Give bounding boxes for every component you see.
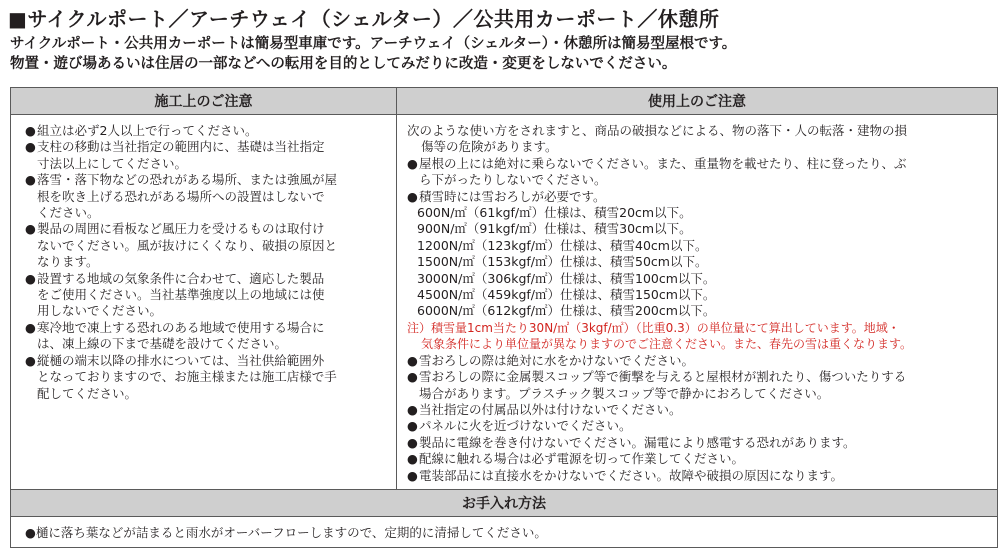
list-item-line: 製品の周囲に看板など風圧力を受けるものは取付け — [37, 221, 325, 237]
list-item-text — [419, 369, 987, 402]
list-item-line: 雪おろしの際は絶対に水をかけないでください。 — [419, 352, 695, 368]
bullet-icon: ● — [407, 188, 418, 204]
intro-line: 物置・遊び場あるいは住居の一部などへの転用を目的としてみだりに改造・変更をしないでください。 — [10, 56, 677, 72]
list-item-text — [37, 221, 386, 270]
list-item-line: 場合があります。プラスチック製スコップ等で静かにおろしてください。 — [419, 385, 830, 401]
list-item-line: 設置する地域の気象条件に合わせて、適応した製品 — [37, 270, 325, 286]
list-item-text — [419, 156, 987, 189]
snow-load-spec: 6000N/㎡（612kgf/㎡）仕様は、積雪200cm以下。 — [417, 303, 716, 319]
bullet-icon: ● — [407, 401, 418, 417]
list-item-text — [419, 353, 987, 369]
note-line: 注）積雪量1cm当たり30N/㎡（3kgf/㎡）（比重0.3）の単位量にて算出しています。地域・ — [407, 320, 900, 335]
list-item-text — [419, 402, 987, 418]
intro-line: サイクルポート・公共用カーポートは簡易型車庫です。アーチウェイ（シェルター）・休憩所は簡易型屋根です。 — [10, 36, 737, 52]
list-item — [407, 156, 987, 189]
care-text: ●樋に落ち葉などが詰まると雨水がオーバーフローしますので、定期的に清掃してください。 — [25, 525, 547, 540]
list-item — [25, 172, 386, 221]
list-item-line: 雪おろしの際に金属製スコップ等で衝撃を与えると屋根材が割れたり、傷ついたりする — [419, 369, 907, 385]
usage-heading: 使用上のご注意 — [397, 88, 997, 114]
list-item-line: 根を吹き上げる恐れがある場所への設置はしないで — [37, 188, 325, 204]
care-heading: お手入れ方法 — [11, 490, 997, 517]
list-item-text — [419, 451, 987, 467]
list-item — [25, 353, 386, 402]
bullet-icon: ● — [407, 369, 418, 385]
list-item-line: 当社指定の付属品以外は付けないでください。 — [419, 401, 682, 417]
usage-list — [397, 115, 997, 489]
list-item-line: 縦樋の端末以降の排水については、当社供給範囲外 — [37, 352, 325, 368]
list-item — [407, 189, 987, 205]
table-header-row — [11, 88, 997, 115]
bullet-icon: ● — [25, 270, 36, 286]
list-item — [407, 369, 987, 402]
page-title: ■サイクルポート／アーチウェイ（シェルター）／公共用カーポート／休憩所 — [8, 7, 720, 31]
caution-table — [10, 87, 998, 548]
snow-load-spec: 1200N/㎡（123kgf/㎡）仕様は、積雪40cm以下。 — [417, 237, 708, 253]
list-item-text — [37, 123, 386, 139]
list-item — [25, 271, 386, 320]
note-line: 気象条件により単位量が異なりますのでご注意ください。また、春先の雪は重くなります。 — [421, 337, 913, 352]
list-item-line: ないでください。風が抜けにくくなり、破損の原因と — [37, 237, 338, 253]
list-item-line: をご使用ください。当社基準強度以上の地域には使 — [37, 287, 325, 303]
list-item-line: 落雪・落下物などの恐れがある場所、または強風が屋 — [37, 172, 338, 188]
list-item-line: 製品に電線を巻き付けないでください。漏電により感電する恐れがあります。 — [419, 434, 856, 450]
list-item — [25, 123, 386, 139]
construction-list — [11, 115, 397, 489]
list-item — [25, 221, 386, 270]
list-item-line: 電装部品には直接水をかけないでください。故障や破損の原因になります。 — [419, 467, 844, 483]
list-item-line: ください。 — [37, 205, 100, 221]
bullet-icon: ● — [407, 155, 418, 171]
list-item — [25, 139, 386, 172]
list-item — [25, 320, 386, 353]
usage-lead-line: 傷等の危険があります。 — [421, 139, 558, 155]
list-item-line: 配線に触れる場合は必ず電源を切って作業してください。 — [419, 451, 745, 467]
usage-lead — [407, 123, 987, 156]
list-item-line: 支柱の移動は当社指定の範囲内に、基礎は当社指定 — [37, 139, 325, 155]
list-item-line: パネルに火を近づけないでください。 — [419, 418, 632, 434]
list-item — [407, 435, 987, 451]
list-item-text — [37, 172, 386, 221]
bullet-icon: ● — [25, 172, 36, 188]
list-item-line: 寸法以上にしてください。 — [37, 155, 188, 171]
snow-load-spec: 600N/㎡（61kgf/㎡）仕様は、積雪20cm以下。 — [417, 205, 692, 221]
bullet-icon: ● — [25, 221, 36, 237]
usage-items-b — [407, 353, 987, 484]
snow-load-spec: 900N/㎡（91kgf/㎡）仕様は、積雪30cm以下。 — [417, 221, 692, 237]
list-item — [407, 468, 987, 484]
bullet-icon: ● — [407, 352, 418, 368]
bullet-icon: ● — [25, 319, 36, 335]
list-item — [407, 353, 987, 369]
list-item-text — [419, 468, 987, 484]
list-item-line: 寒冷地で凍上する恐れのある地域で使用する場合に — [37, 319, 325, 335]
list-item-line: 積雪時には雪おろしが必要です。 — [419, 188, 606, 204]
bullet-icon: ● — [25, 352, 36, 368]
list-item-line: となっておりますので、お施主様または施工店様で手 — [37, 369, 337, 385]
list-item-line: は、凍上線の下まで基礎を設けてください。 — [37, 336, 288, 352]
list-item-line: なります。 — [37, 254, 99, 270]
snow-load-spec: 1500N/㎡（153kgf/㎡）仕様は、積雪50cm以下。 — [417, 254, 708, 270]
list-item-text — [37, 271, 386, 320]
list-item-text — [419, 435, 987, 451]
list-item-line: 配してください。 — [37, 385, 138, 401]
usage-lead-line: 次のような使い方をされますと、商品の破損などによる、物の落下・人の転落・建物の損 — [407, 123, 908, 138]
list-item-text — [37, 139, 386, 172]
table-body-row — [11, 115, 997, 490]
snow-load-spec: 4500N/㎡（459kgf/㎡）仕様は、積雪150cm以下。 — [417, 287, 716, 303]
snow-load-specs — [407, 205, 987, 320]
list-item-line: 用しないでください。 — [37, 303, 163, 319]
usage-items-a — [407, 156, 987, 205]
list-item-line: 組立は必ず2人以上で行ってください。 — [37, 123, 258, 138]
list-item-line: 屋根の上には絶対に乗らないでください。また、重量物を載せたり、柱に登ったり、ぶ — [419, 155, 907, 171]
construction-heading: 施工上のご注意 — [11, 88, 397, 114]
list-item-text — [419, 418, 987, 434]
intro-text — [10, 34, 1002, 74]
snow-load-note — [407, 320, 987, 353]
list-item-text — [37, 320, 386, 353]
list-item-text — [419, 189, 987, 205]
bullet-icon: ● — [407, 451, 418, 467]
list-item-text — [37, 353, 386, 402]
bullet-icon: ● — [25, 139, 36, 155]
list-item-line: ら下がったりしないでください。 — [419, 172, 607, 188]
bullet-icon: ● — [407, 467, 418, 483]
bullet-icon: ● — [25, 123, 36, 138]
bullet-icon: ● — [407, 434, 418, 450]
list-item — [407, 451, 987, 467]
bullet-icon: ● — [407, 418, 418, 434]
snow-load-spec: 3000N/㎡（306kgf/㎡）仕様は、積雪100cm以下。 — [417, 270, 716, 286]
list-item — [407, 418, 987, 434]
list-item — [407, 402, 987, 418]
